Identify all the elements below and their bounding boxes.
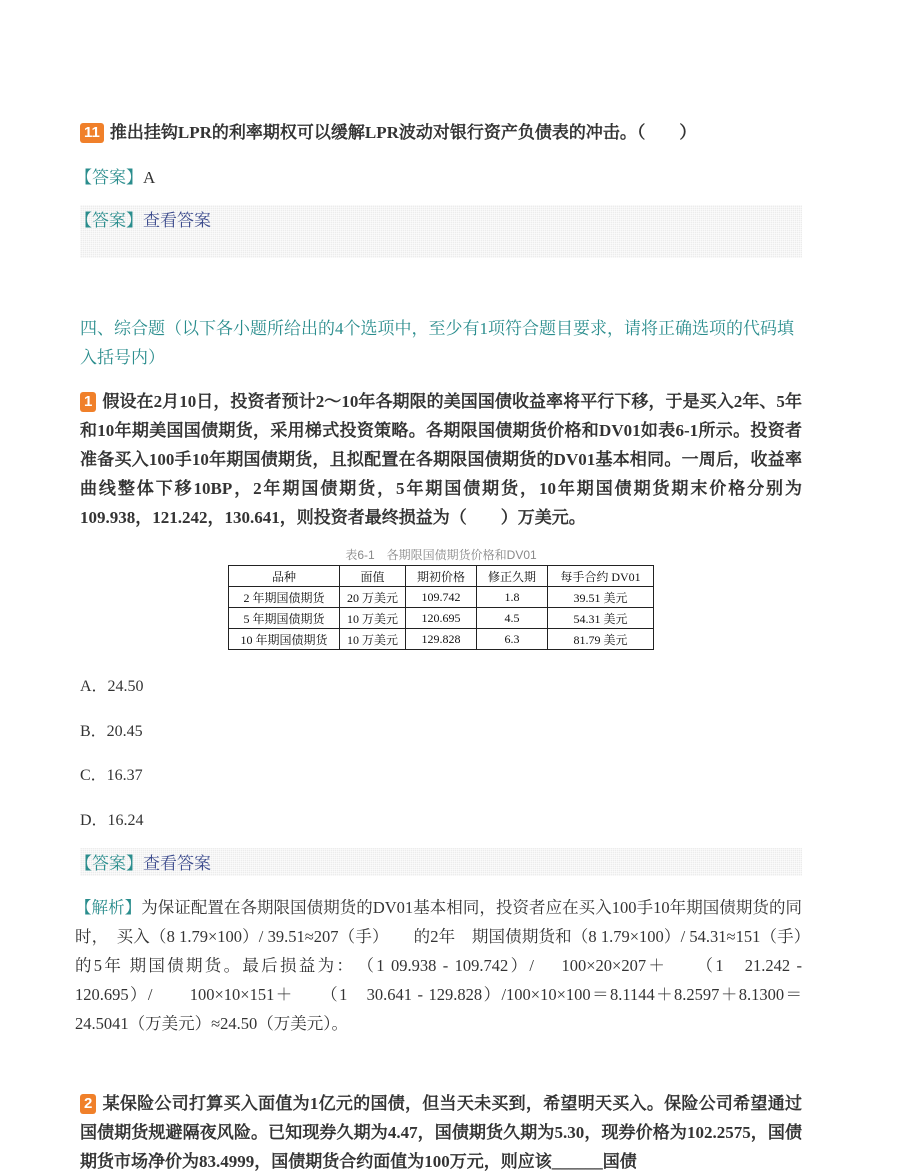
- table-cell: 120.695: [406, 608, 477, 629]
- table-cell: 10 万美元: [340, 629, 406, 650]
- table-cell: 54.31 美元: [548, 608, 654, 629]
- table-cell: 10 年期国债期货: [229, 629, 340, 650]
- answer-value: A: [143, 168, 156, 187]
- table-row: [229, 587, 654, 608]
- dv01-table-block: [80, 546, 802, 650]
- table-cell: 6.3: [477, 629, 548, 650]
- table-cell: 20 万美元: [340, 587, 406, 608]
- analysis-label: 【解析】: [75, 898, 142, 917]
- view-answer-link[interactable]: 查看答案: [143, 854, 211, 873]
- view-answer-label: 【答案】: [75, 211, 143, 230]
- table-header: 面值: [340, 566, 406, 587]
- table-header: 期初价格: [406, 566, 477, 587]
- table-header-row: [229, 566, 654, 587]
- section-title: 四、综合题（以下各小题所给出的4个选项中，至少有1项符合题目要求，请将正确选项的代码填入括号内）: [80, 319, 794, 367]
- table-cell: 129.828: [406, 629, 477, 650]
- table-cell: 1.8: [477, 587, 548, 608]
- answer-label: 【答案】: [75, 168, 143, 187]
- view-answer-link[interactable]: 查看答案: [143, 211, 211, 230]
- table-cell: 109.742: [406, 587, 477, 608]
- view-answer-label: 【答案】: [75, 854, 143, 873]
- table-header: 品种: [229, 566, 340, 587]
- table-cell: 5 年期国债期货: [229, 608, 340, 629]
- table-cell: 81.79 美元: [548, 629, 654, 650]
- dv01-table: [228, 565, 654, 650]
- question-1-stem: [80, 387, 802, 532]
- question-2-stem: [80, 1089, 802, 1176]
- table-cell: 2 年期国债期货: [229, 587, 340, 608]
- view-answer-box: [75, 205, 802, 258]
- question-number-badge: 1: [80, 392, 96, 412]
- table-cell: 4.5: [477, 608, 548, 629]
- option-a[interactable]: A．24.50: [80, 678, 144, 695]
- question-11-answer: [75, 163, 155, 188]
- table-header: 修正久期: [477, 566, 548, 587]
- table-row: [229, 629, 654, 650]
- question-1-text: 假设在2月10日，投资者预计2～10年各期限的美国国债收益率将平行下移，于是买入2年、5年和10年期美国国债期货，采用梯式投资策略。各期限国债期货价格和DV01如表6-1所示。投资者准备买入100手10年期国债期货，且拟配置在各期限国债期货的DV01基本相同。一周后，收益率曲线整体下移10BP，2年期国债期货，5年期国债期货，10年期国债期货期末价格分别为109.938，121.242，130.641，则投资者最终损益为（ ）万美元。: [80, 392, 802, 527]
- table-header: 每手合约 DV01: [548, 566, 654, 587]
- analysis-text: 为保证配置在各期限国债期货的DV01基本相同，投资者应在买入100手10年期国债期货的同时， 买入（8 1.79×100）/ 39.51≈207（手） 的2年 期国债期货和（8 1.79×100）/ 54.31≈151（手） 的5年 期国债期货。最后损益为： （1 09.938 - 109.742）/ 100×20×207＋ （1 21.242 - 120.695）/ 100×10×151＋ （1 30.641 - 129.828）/100×10×100＝8.1144＋8.2597＋8.1300＝24.5041（万美元）≈24.50（万美元）。: [75, 898, 819, 1033]
- table-caption: 表6-1 各期限国债期货价格和DV01: [345, 548, 537, 562]
- table-cell: 39.51 美元: [548, 587, 654, 608]
- question-number-badge: 2: [80, 1094, 96, 1114]
- option-d[interactable]: D．16.24: [80, 812, 144, 829]
- option-c[interactable]: C．16.37: [80, 767, 143, 784]
- question-11: [80, 118, 802, 143]
- question-number-badge: 11: [80, 123, 104, 143]
- question-2-text: 某保险公司打算买入面值为1亿元的国债，但当天未买到，希望明天买入。保险公司希望通过国债期货规避隔夜风险。已知现券久期为4.47，国债期货久期为5.30，现券价格为102.2575，国债期货市场净价为83.4999，国债期货合约面值为100万元，则应该______国债: [80, 1094, 802, 1171]
- table-row: [229, 608, 654, 629]
- option-b[interactable]: B．20.45: [80, 723, 143, 740]
- analysis-block: [75, 893, 819, 1038]
- question-11-stem: [80, 118, 802, 143]
- question-11-text: 推出挂钩LPR的利率期权可以缓解LPR波动对银行资产负债表的冲击。（ ）: [109, 123, 697, 142]
- view-answer-box: [75, 848, 802, 876]
- table-cell: 10 万美元: [340, 608, 406, 629]
